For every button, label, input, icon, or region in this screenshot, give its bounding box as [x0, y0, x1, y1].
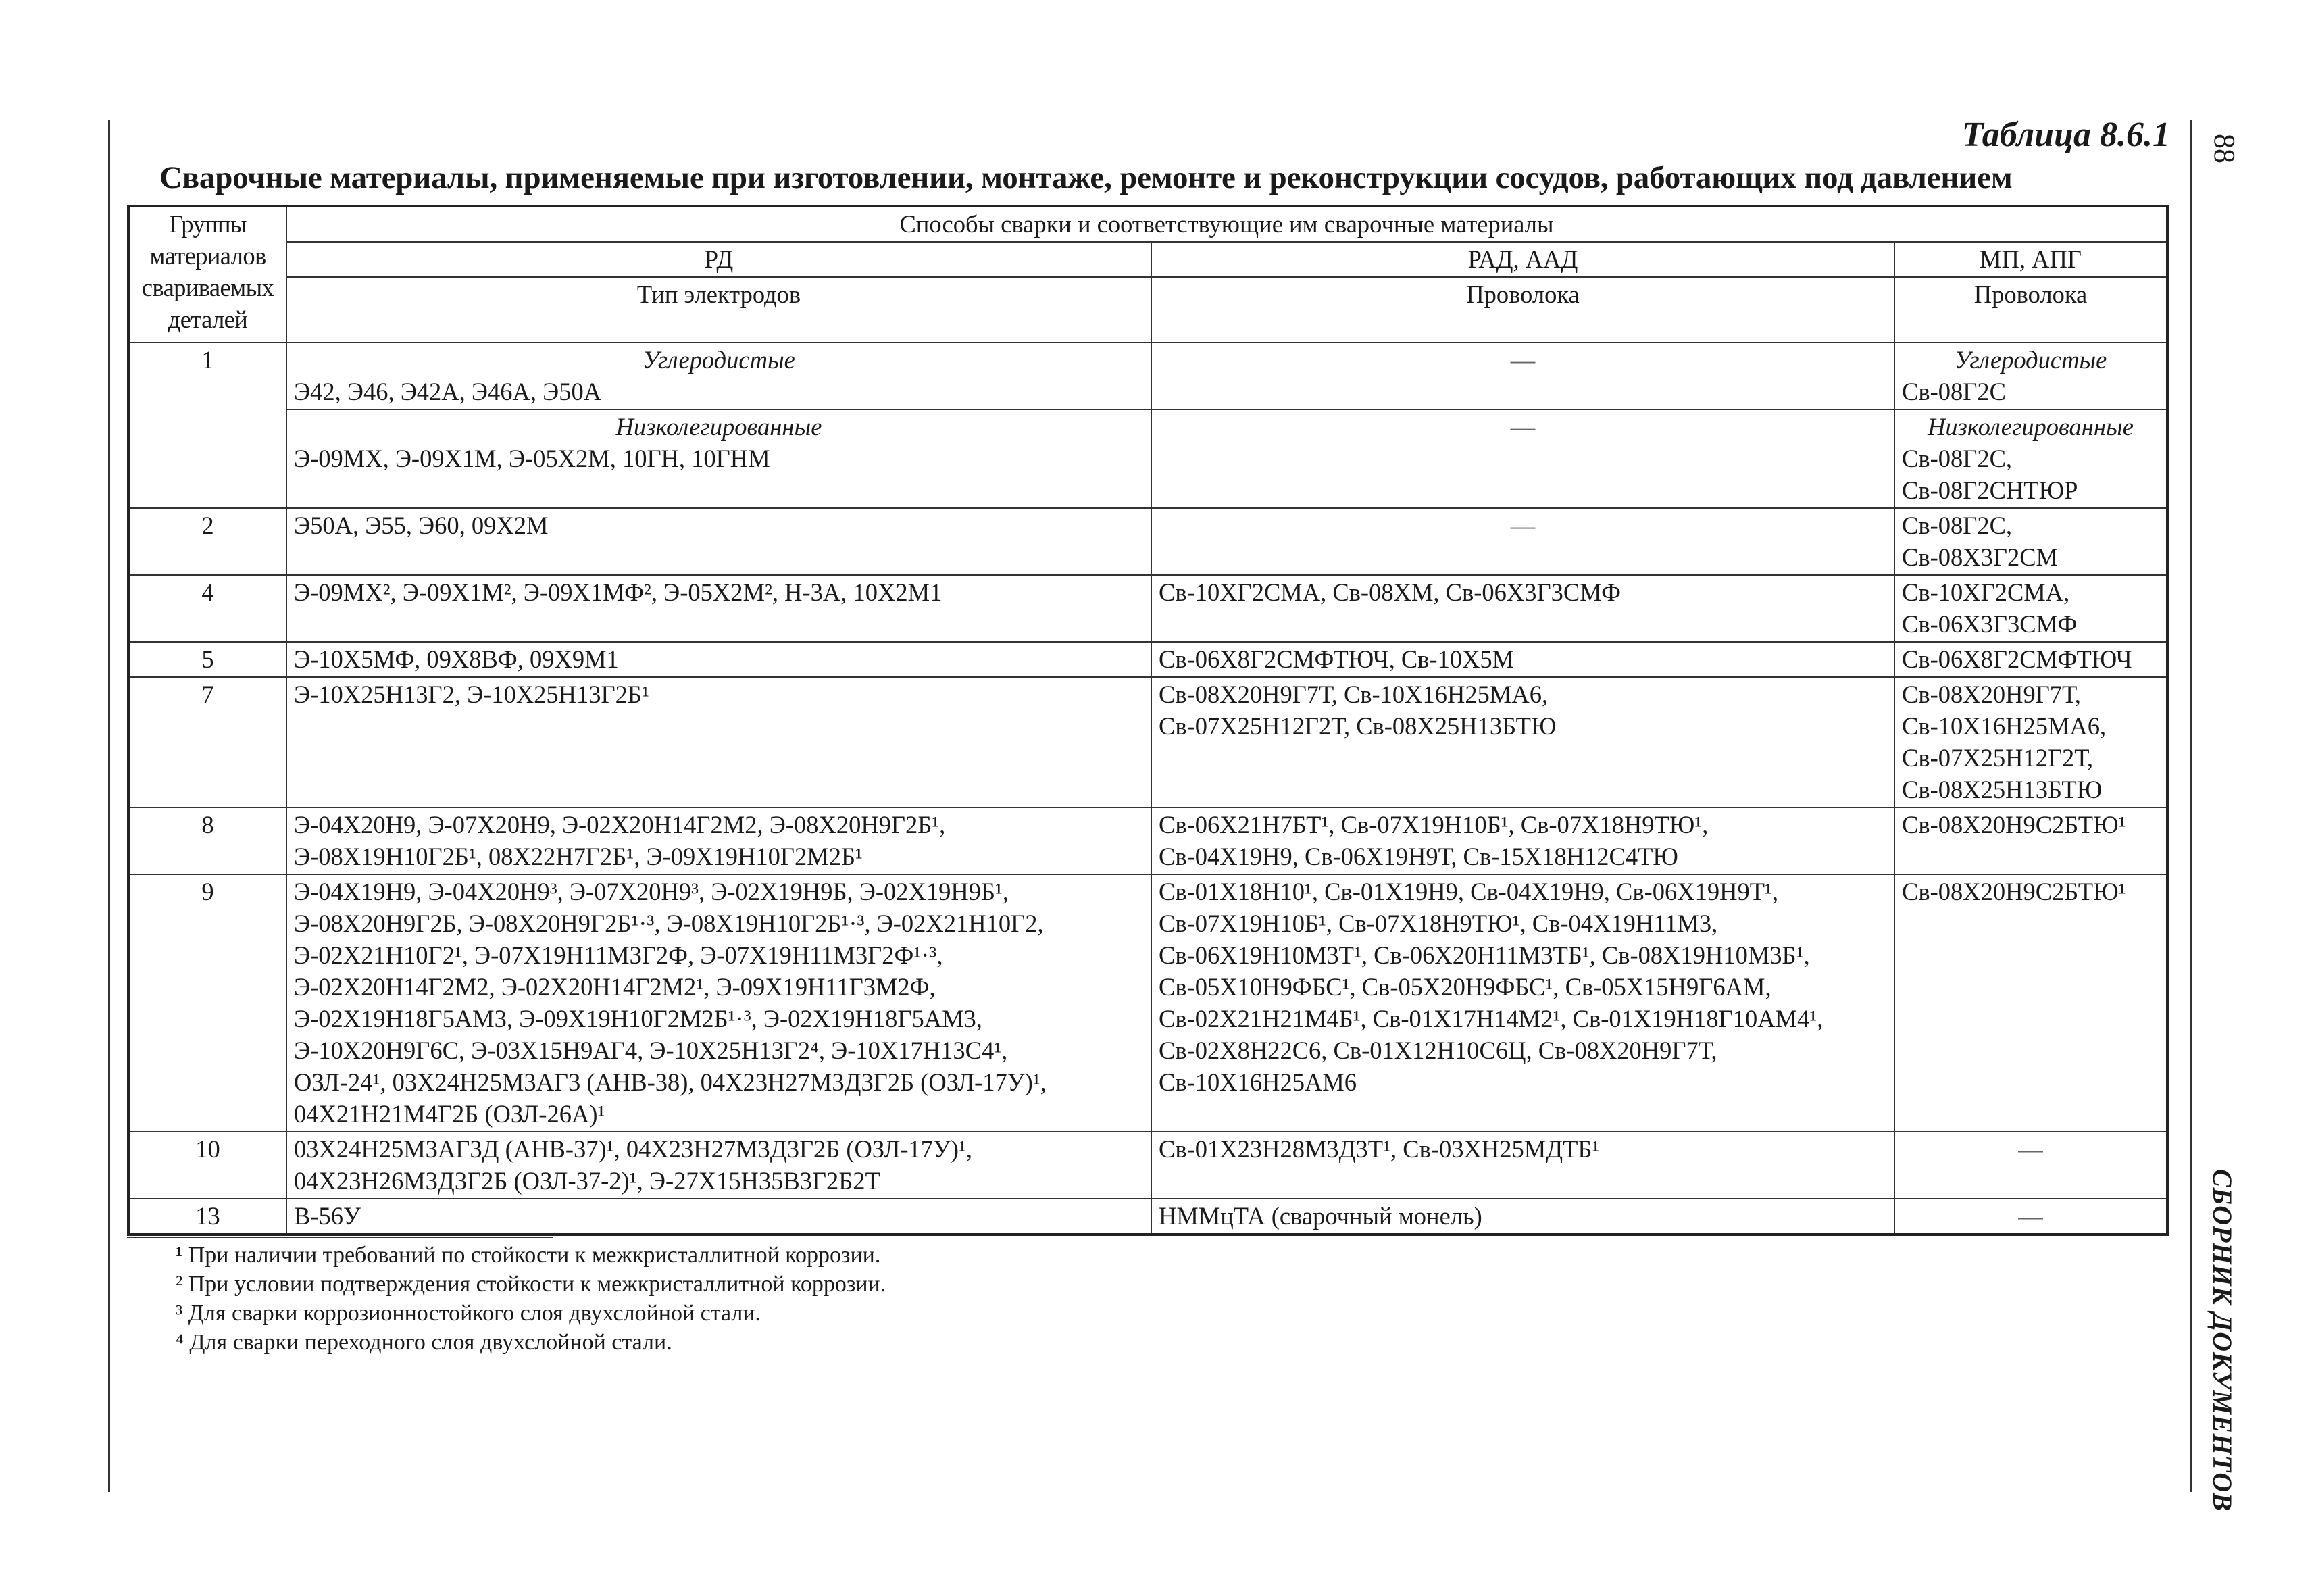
groups-header: Группы материалов свариваемых деталей	[128, 206, 286, 343]
rad-cell	[1151, 874, 1894, 1132]
mp-header: МП, АПГ	[1894, 242, 2167, 277]
mp-cell	[1894, 508, 2167, 575]
mp-cell-line: —	[2018, 1202, 2043, 1230]
rd-cell-line: Э-10Х25Н13Г2, Э-10Х25Н13Г2Б¹	[294, 680, 649, 708]
rd-cell-line: Э42, Э46, Э42А, Э46А, Э50А	[294, 378, 602, 405]
footnote-3: ³ Для сварки коррозионностойкого слоя двухслойной стали.	[176, 1301, 761, 1326]
table-row	[128, 409, 2167, 508]
mp-cell-line: Св-06Х3Г3СМФ	[1902, 610, 2078, 638]
table-row	[128, 874, 2167, 1132]
mp-cell-line: Св-08Г2С,	[1902, 512, 2013, 539]
footnote-1: ¹ При наличии требований по стойкости к межкристаллитной коррозии.	[176, 1243, 881, 1268]
mp-cell	[1894, 677, 2167, 807]
header-row-2	[128, 242, 2167, 277]
mp-cell	[1894, 1199, 2167, 1235]
rd-cell-line: Э-09МХ², Э-09Х1М², Э-09Х1МФ², Э-05Х2М², Н-3А, 10Х2М1	[294, 578, 942, 606]
rd-cell	[286, 1132, 1151, 1199]
group-cell: 5	[128, 642, 286, 677]
rd-cell	[286, 1199, 1151, 1235]
table-row	[128, 807, 2167, 874]
mp-cell-line: Св-06Х8Г2СМФТЮЧ	[1902, 645, 2132, 673]
rad-cell-line: Св-04Х19Н9, Св-06Х19Н9Т, Св-15Х18Н12С4ТЮ	[1159, 843, 1678, 870]
rd-cell-line: 04Х21Н21М4Г2Б (ОЗЛ-26А)¹	[294, 1100, 605, 1128]
rd-cell-line: ОЗЛ-24¹, 03Х24Н25М3АГ3 (АНВ-38), 04Х23Н27М3Д3Г2Б (ОЗЛ-17У)¹,	[294, 1068, 1047, 1096]
rad-cell-line: Св-06Х19Н10М3Т¹, Св-06Х20Н11М3ТБ¹, Св-08Х19Н10М3Б¹,	[1159, 941, 1810, 969]
mp-cell-line: Св-10ХГ2СМА,	[1902, 578, 2070, 606]
rad-cell-line: Св-08Х20Н9Г7Т, Св-10Х16Н25МА6,	[1159, 680, 1549, 708]
mp-cell-line: —	[2018, 1135, 2043, 1163]
mp-cell	[1894, 807, 2167, 874]
group-cell: 2	[128, 508, 286, 575]
table-caption: Сварочные материалы, применяемые при изготовлении, монтаже, ремонте и реконструкции сосудов, работающих под давлением	[159, 160, 2013, 195]
group-cell: 9	[128, 874, 286, 1132]
rd-cell-line: 04Х23Н26М3Д3Г2Б (ОЗЛ-37-2)¹, Э-27Х15Н35В3Г2Б2Т	[294, 1167, 880, 1195]
footnote-rule	[127, 1237, 553, 1238]
mp-cell	[1894, 409, 2167, 508]
left-margin-rule	[108, 120, 110, 1492]
methods-header: Способы сварки и соответствующие им сварочные материалы	[286, 206, 2167, 242]
rd-cell-line: Э-08Х19Н10Г2Б¹, 08Х22Н7Г2Б¹, Э-09Х19Н10Г2М2Б¹	[294, 843, 863, 870]
rad-cell	[1151, 677, 1894, 807]
rad-cell-line: Св-06Х21Н7БТ¹, Св-07Х19Н10Б¹, Св-07Х18Н9ТЮ¹,	[1159, 811, 1709, 839]
rd-cell	[286, 575, 1151, 642]
electrode-type-header: Тип электродов	[286, 277, 1151, 343]
rad-cell-line: —	[1510, 512, 1536, 539]
table-row	[128, 677, 2167, 807]
rd-cell	[286, 508, 1151, 575]
rd-cell	[286, 677, 1151, 807]
rd-cell-category: Углеродистые	[643, 346, 795, 374]
rad-cell-line: —	[1510, 346, 1536, 374]
mp-cell-line: Св-08Г2С,	[1902, 445, 2013, 472]
side-running-title: СБОРНИК ДОКУМЕНТОВ	[2207, 1169, 2238, 1512]
group-cell: 1	[128, 343, 286, 508]
rd-cell-line: Э-02Х20Н14Г2М2, Э-02Х20Н14Г2М2¹, Э-09Х19Н11Г3М2Ф,	[294, 973, 936, 1001]
rd-cell	[286, 807, 1151, 874]
rd-cell-line: Э-04Х19Н9, Э-04Х20Н9³, Э-07Х20Н9³, Э-02Х19Н9Б, Э-02Х19Н9Б¹,	[294, 878, 1009, 905]
group-cell: 8	[128, 807, 286, 874]
mp-cell-category: Низколегированные	[1928, 413, 2134, 441]
footnote-2: ² При условии подтверждения стойкости к межкристаллитной коррозии.	[176, 1272, 886, 1297]
rad-cell-line: Св-01Х18Н10¹, Св-01Х19Н9, Св-04Х19Н9, Св-06Х19Н9Т¹,	[1159, 878, 1779, 905]
table-row	[128, 642, 2167, 677]
mp-cell-line: Св-08Г2С	[1902, 378, 2006, 405]
rad-cell-line: Св-01Х23Н28М3Д3Т¹, Св-03ХН25МДТБ¹	[1159, 1135, 1600, 1163]
mp-cell	[1894, 343, 2167, 409]
rd-cell-line: Э50А, Э55, Э60, 09Х2М	[294, 512, 549, 539]
table-row	[128, 343, 2167, 409]
wire-rad-header: Проволока	[1151, 277, 1894, 343]
page-number: 88	[2208, 134, 2241, 164]
rd-cell-line: Э-10Х20Н9Г6С, Э-03Х15Н9АГ4, Э-10Х25Н13Г2⁴, Э-10Х17Н13С4¹,	[294, 1037, 1008, 1064]
group-cell: 10	[128, 1132, 286, 1199]
rd-cell-line: Э-04Х20Н9, Э-07Х20Н9, Э-02Х20Н14Г2М2, Э-08Х20Н9Г2Б¹,	[294, 811, 946, 839]
rad-header: РАД, ААД	[1151, 242, 1894, 277]
group-cell: 13	[128, 1199, 286, 1235]
rad-cell	[1151, 642, 1894, 677]
table-row	[128, 1199, 2167, 1235]
mp-cell-line: Св-08Х20Н9С2БТЮ¹	[1902, 878, 2126, 905]
rd-cell-line: Э-02Х19Н18Г5АМ3, Э-09Х19Н10Г2М2Б¹·³, Э-02Х19Н18Г5АМ3,	[294, 1005, 982, 1032]
rad-cell-line: Св-10Х16Н25АМ6	[1159, 1068, 1357, 1096]
rad-cell-line: Св-07Х25Н12Г2Т, Св-08Х25Н13БТЮ	[1159, 712, 1557, 740]
rd-cell	[286, 343, 1151, 409]
rad-cell-line: Св-05Х10Н9ФБС¹, Св-05Х20Н9ФБС¹, Св-05Х15Н9Г6АМ,	[1159, 973, 1771, 1001]
rad-cell-line: Св-07Х19Н10Б¹, Св-07Х18Н9ТЮ¹, Св-04Х19Н11М3,	[1159, 909, 1718, 937]
mp-cell-category: Углеродистые	[1954, 346, 2107, 374]
rd-header: РД	[286, 242, 1151, 277]
rd-cell	[286, 409, 1151, 508]
table-row	[128, 508, 2167, 575]
footnote-4: ⁴ Для сварки переходного слоя двухслойной стали.	[176, 1330, 672, 1355]
rd-cell-line: 03Х24Н25М3АГ3Д (АНВ-37)¹, 04Х23Н27М3Д3Г2Б (ОЗЛ-17У)¹,	[294, 1135, 973, 1163]
rad-cell	[1151, 409, 1894, 508]
rd-cell-line: Э-02Х21Н10Г2¹, Э-07Х19Н11М3Г2Ф, Э-07Х19Н11М3Г2Ф¹·³,	[294, 941, 943, 969]
rd-cell	[286, 642, 1151, 677]
header-row-1	[128, 206, 2167, 242]
rad-cell	[1151, 343, 1894, 409]
right-margin-rule	[2190, 120, 2192, 1492]
rad-cell	[1151, 1199, 1894, 1235]
group-cell: 4	[128, 575, 286, 642]
mp-cell-line: Св-08Г2СНТЮР	[1902, 476, 2078, 504]
table-number: Таблица 8.6.1	[1961, 116, 2170, 154]
mp-cell-line: Св-08Х3Г2СМ	[1902, 543, 2058, 571]
rad-cell-line: Св-06Х8Г2СМФТЮЧ, Св-10Х5М	[1159, 645, 1515, 673]
mp-cell-line: Св-08Х25Н13БТЮ	[1902, 776, 2103, 803]
table-body	[128, 343, 2167, 1235]
welding-materials-table	[127, 205, 2169, 1236]
rad-cell	[1151, 807, 1894, 874]
rd-cell-line: Э-09МХ, Э-09Х1М, Э-05Х2М, 10ГН, 10ГНМ	[294, 445, 770, 472]
mp-cell-line: Св-10Х16Н25МА6,	[1902, 712, 2107, 740]
rd-cell-line: В-56У	[294, 1202, 361, 1230]
rad-cell-line: Св-10ХГ2СМА, Св-08ХМ, Св-06Х3Г3СМФ	[1159, 578, 1621, 606]
rd-cell-line: Э-08Х20Н9Г2Б, Э-08Х20Н9Г2Б¹·³, Э-08Х19Н10Г2Б¹·³, Э-02Х21Н10Г2,	[294, 909, 1044, 937]
rad-cell	[1151, 508, 1894, 575]
mp-cell-line: Св-07Х25Н12Г2Т,	[1902, 744, 2094, 772]
rad-cell-line: НММцТА (сварочный монель)	[1159, 1202, 1482, 1230]
rd-cell-line: Э-10Х5МФ, 09Х8ВФ, 09Х9М1	[294, 645, 619, 673]
rd-cell	[286, 874, 1151, 1132]
mp-cell-line: Св-08Х20Н9Г7Т,	[1902, 680, 2081, 708]
footnotes	[176, 1241, 886, 1357]
rad-cell-line: Св-02Х21Н21М4Б¹, Св-01Х17Н14М2¹, Св-01Х19Н18Г10АМ4¹,	[1159, 1005, 1823, 1032]
table-row	[128, 1132, 2167, 1199]
mp-cell	[1894, 1132, 2167, 1199]
rad-cell	[1151, 575, 1894, 642]
rd-cell-category: Низколегированные	[615, 413, 822, 441]
mp-cell	[1894, 874, 2167, 1132]
wire-mp-header: Проволока	[1894, 277, 2167, 343]
mp-cell-line: Св-08Х20Н9С2БТЮ¹	[1902, 811, 2126, 839]
rad-cell	[1151, 1132, 1894, 1199]
rad-cell-line: —	[1510, 413, 1536, 441]
mp-cell	[1894, 642, 2167, 677]
header-row-3	[128, 277, 2167, 343]
table-row	[128, 575, 2167, 642]
mp-cell	[1894, 575, 2167, 642]
rad-cell-line: Св-02Х8Н22С6, Св-01Х12Н10С6Ц, Св-08Х20Н9Г7Т,	[1159, 1037, 1717, 1064]
group-cell: 7	[128, 677, 286, 807]
